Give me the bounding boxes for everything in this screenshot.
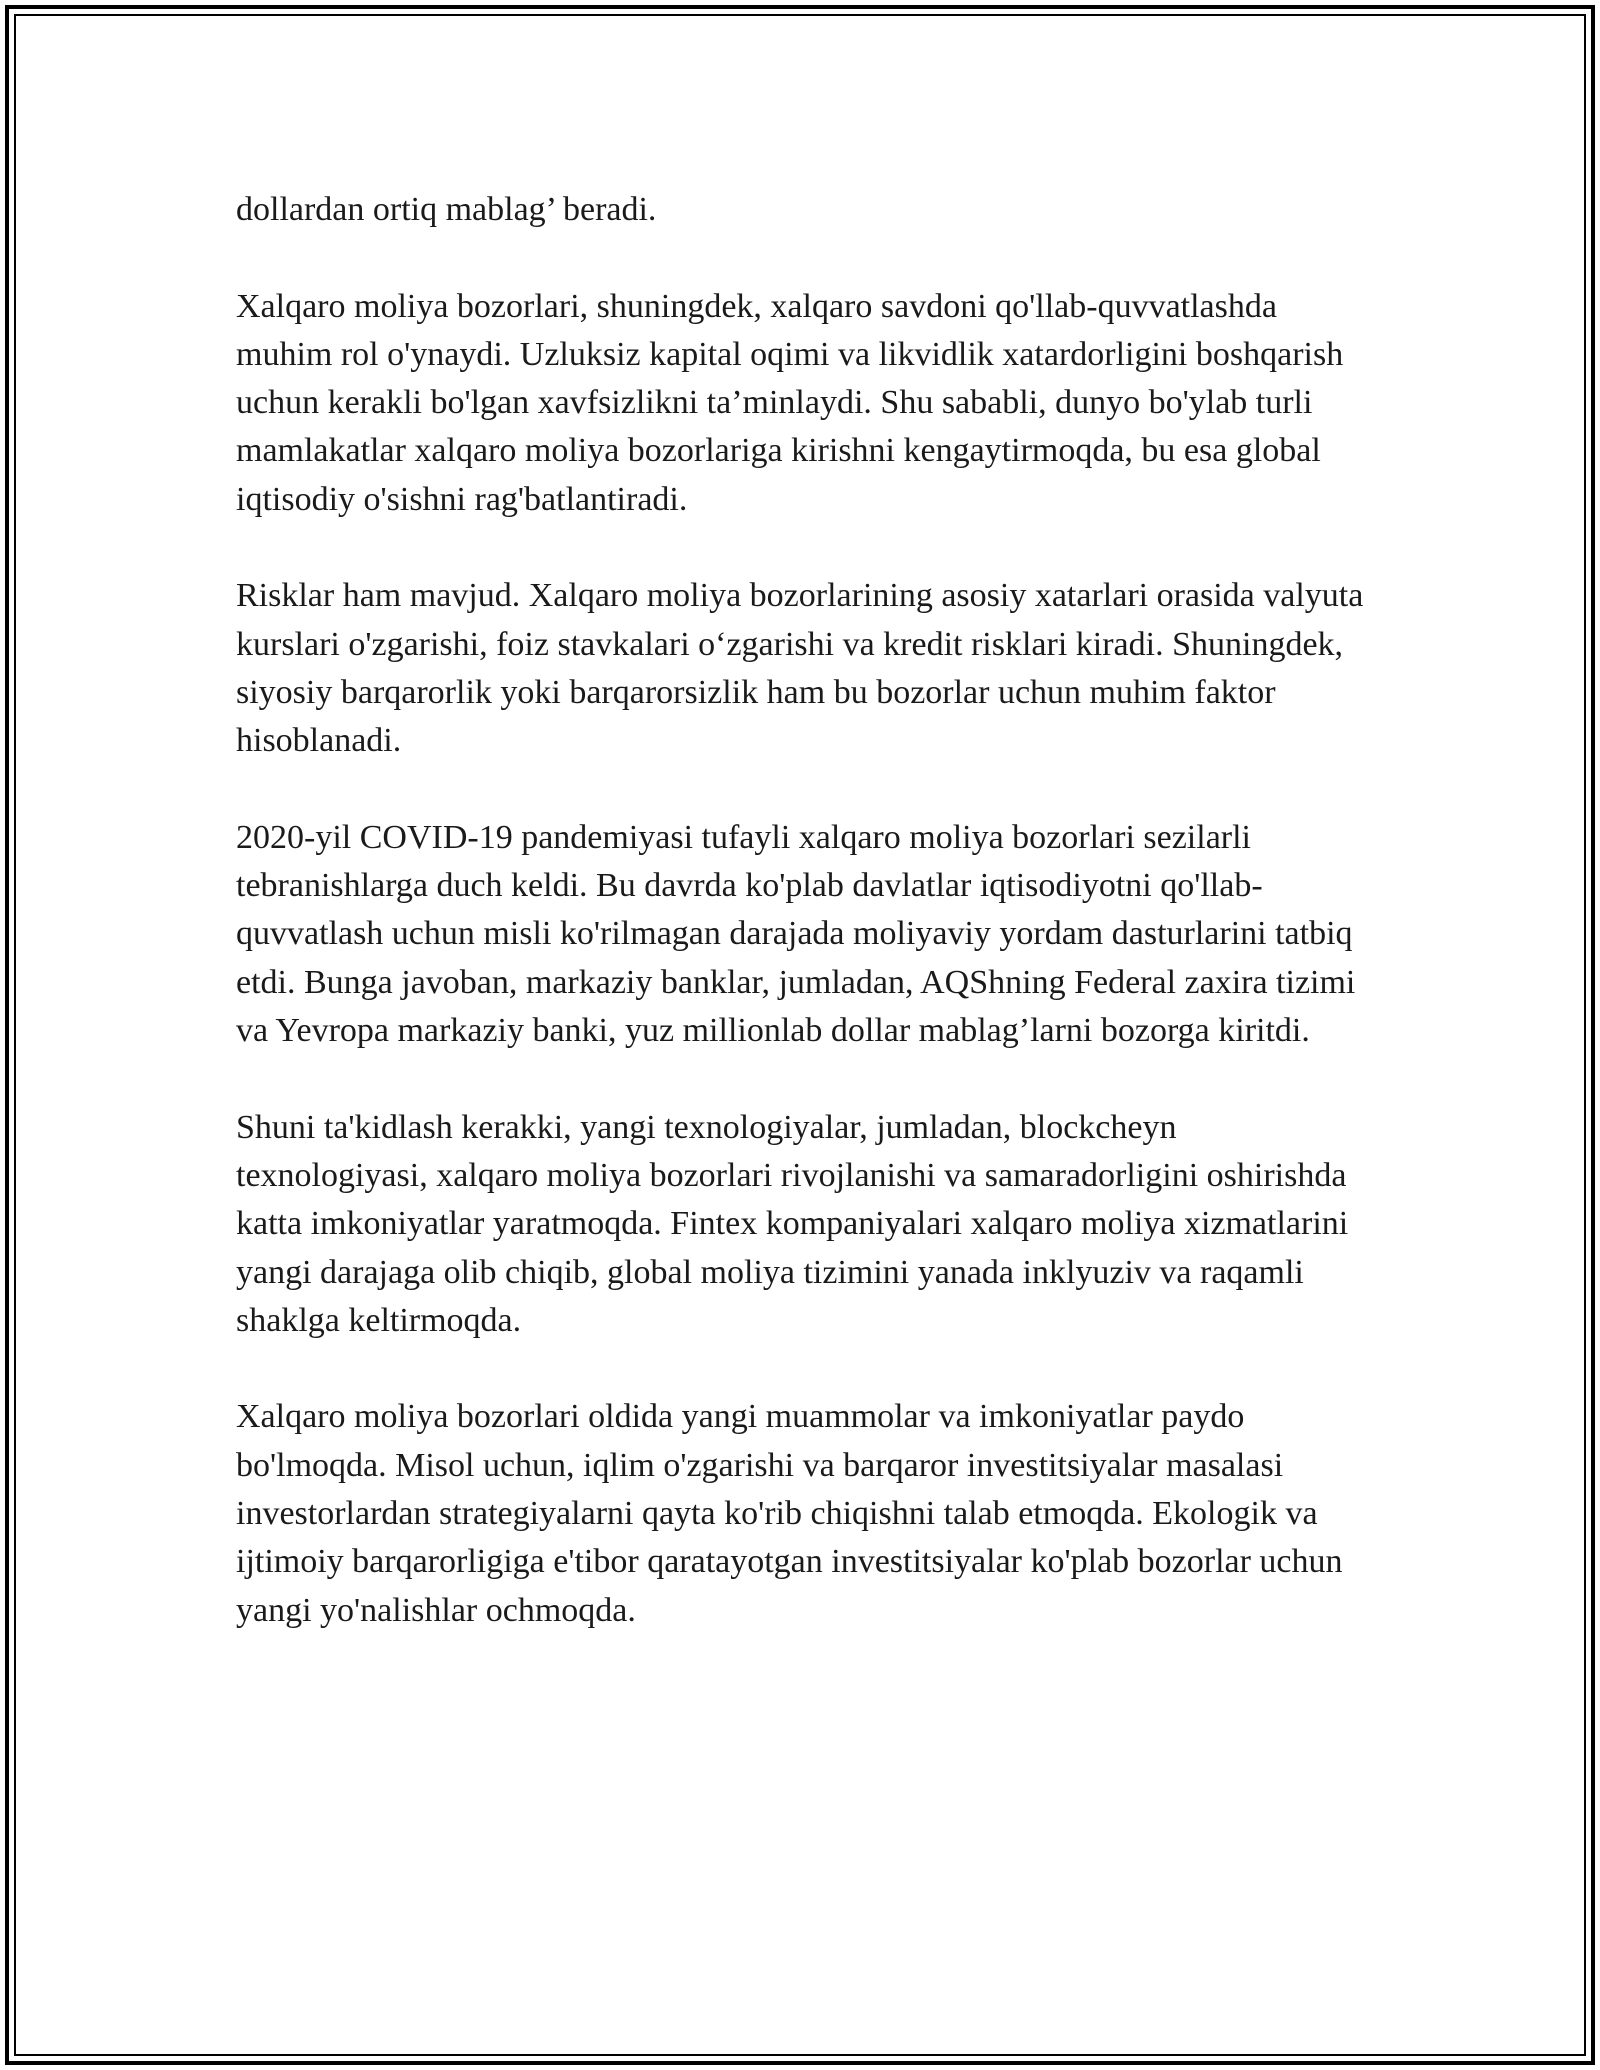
- paragraph-3: Risklar ham mavjud. Xalqaro moliya bozorlarining asosiy xatarlari orasida valyuta kurslari o'zgarishi, foiz stavkalari o‘zgarishi va kredit risklari kiradi. Shuningdek, siyosiy barqarorlik yoki barqarorsizlik ham bu bozorlar uchun muhim faktor hisoblanadi.: [236, 577, 1364, 760]
- paragraph-1: dollardan ortiq mablag’ beradi.: [236, 191, 657, 228]
- paragraph-2: Xalqaro moliya bozorlari, shuningdek, xalqaro savdoni qo'llab-quvvatlashda muhim rol o'ynaydi. Uzluksiz kapital oqimi va likvidlik xatardorligini boshqarish uchun kerakli bo'lgan xavfsizlikni ta’minlaydi. Shu sababli, dunyo bo'ylab turli mamlakatlar xalqaro moliya bozorlariga kirishni kengaytirmoqda, bu esa global iqtisodiy o'sishni rag'batlantiradi.: [236, 287, 1344, 518]
- paragraph-4: 2020-yil COVID-19 pandemiyasi tufayli xalqaro moliya bozorlari sezilarli tebranishlarga duch keldi. Bu davrda ko'plab davlatlar iqtisodiyotni qo'llab-quvvatlash uchun misli ko'rilmagan darajada moliyaviy yordam dasturlarini tatbiq etdi. Bunga javoban, markaziy banklar, jumladan, AQShning Federal zaxira tizimi va Yevropa markaziy banki, yuz millionlab dollar mablag’larni bozorga kiritdi.: [236, 818, 1356, 1050]
- document-body: [236, 186, 1376, 1683]
- paragraph-6: Xalqaro moliya bozorlari oldida yangi muammolar va imkoniyatlar paydo bo'lmoqda. Misol uchun, iqlim o'zgarishi va barqaror investitsiyalar masalasi investorlardan strategiyalarni qayta ko'rib chiqishni talab etmoqda. Ekologik va ijtimoiy barqarorligiga e'tibor qaratayotgan investitsiyalar ko'plab bozorlar uchun yangi yo'nalishlar ochmoqda.: [236, 1398, 1343, 1629]
- paragraph-5: Shuni ta'kidlash kerakki, yangi texnologiyalar, jumladan, blockcheyn texnologiyasi, xalqaro moliya bozorlari rivojlanishi va samaradorligini oshirishda katta imkoniyatlar yaratmoqda. Fintex kompaniyalari xalqaro moliya xizmatlarini yangi darajaga olib chiqib, global moliya tizimini yanada inklyuziv va raqamli shaklga keltirmoqda.: [236, 1108, 1349, 1339]
